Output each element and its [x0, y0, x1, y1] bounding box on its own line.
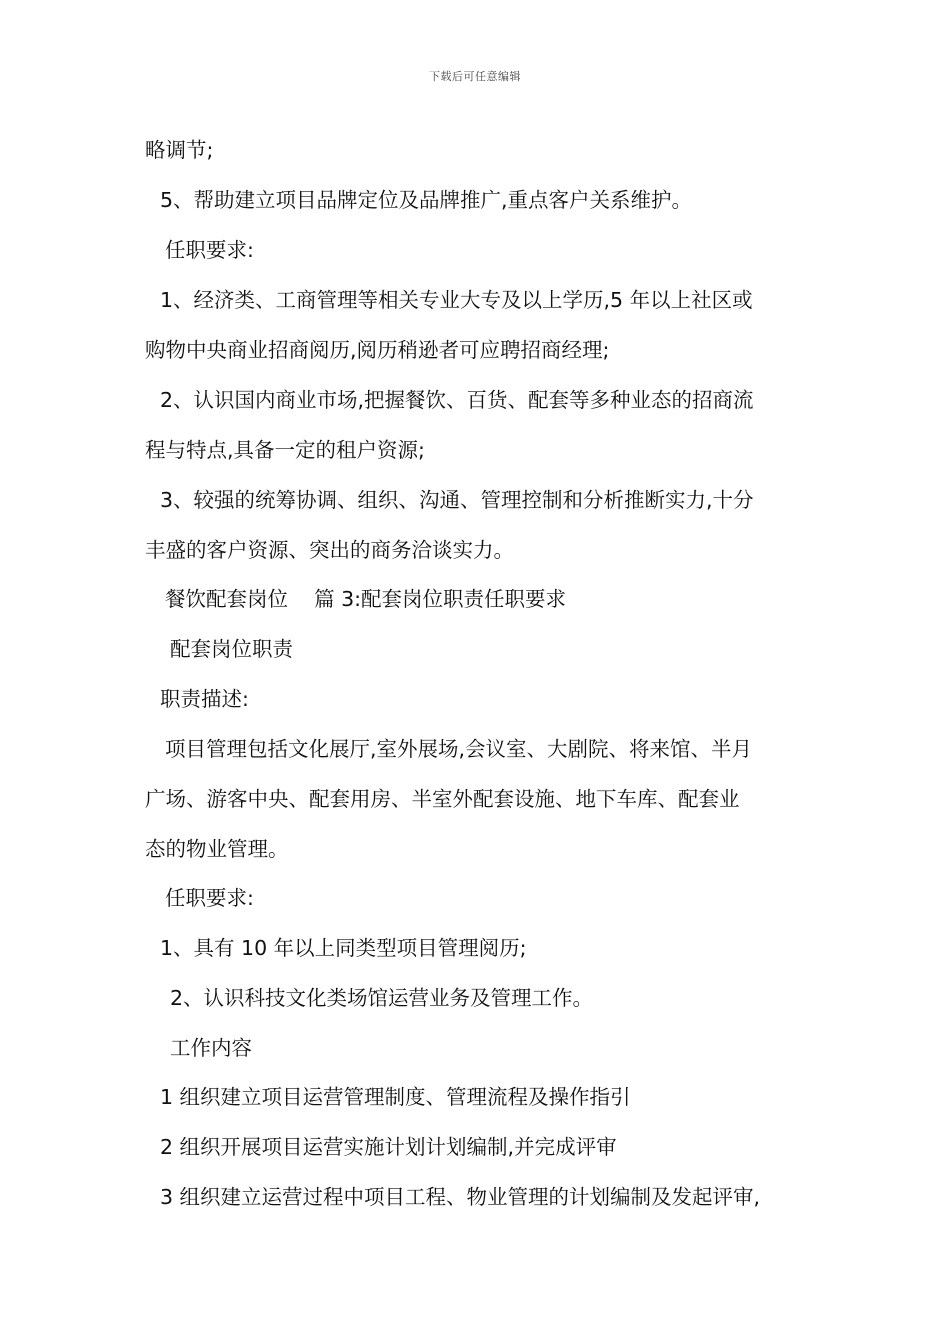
- text-line: 购物中央商业招商阅历,阅历稍逊者可应聘招商经理;: [145, 338, 610, 362]
- text-line: 1、经济类、工商管理等相关专业大专及以上学历,5 年以上社区或: [160, 288, 753, 312]
- text-line: 丰盛的客户资源、突出的商务洽谈实力。: [145, 538, 514, 562]
- text-line: 5、帮助建立项目品牌定位及品牌推广,重点客户关系维护。: [160, 188, 693, 212]
- section-subheading: 工作内容: [170, 1036, 252, 1060]
- text-line: 任职要求:: [165, 886, 254, 910]
- text-line: 2、认识科技文化类场馆运营业务及管理工作。: [170, 986, 594, 1010]
- text-line: 3 组织建立运营过程中项目工程、物业管理的计划编制及发起评审,: [160, 1185, 761, 1209]
- text-line: 任职要求:: [165, 238, 254, 262]
- section-heading: 餐饮配套岗位 篇 3:配套岗位职责任职要求: [165, 587, 567, 611]
- text-line: 2 组织开展项目运营实施计划计划编制,并完成评审: [160, 1135, 617, 1159]
- text-line: 1、具有 10 年以上同类型项目管理阅历;: [160, 936, 527, 960]
- text-line: 3、较强的统筹协调、组织、沟通、管理控制和分析推断实力,十分: [160, 488, 754, 512]
- text-line: 2、认识国内商业市场,把握餐饮、百货、配套等多种业态的招商流: [160, 388, 754, 412]
- text-line: 项目管理包括文化展厅,室外展场,会议室、大剧院、将来馆、半月: [165, 737, 753, 761]
- text-line: 程与特点,具备一定的租户资源;: [145, 438, 425, 462]
- text-line: 态的物业管理。: [145, 837, 289, 861]
- text-line: 广场、游客中央、配套用房、半室外配套设施、地下车库、配套业: [145, 787, 740, 811]
- text-line: 职责描述:: [160, 687, 249, 711]
- page-header: 下载后可任意编辑: [429, 70, 521, 83]
- text-line: 略调节;: [145, 138, 214, 162]
- section-subheading: 配套岗位职责: [170, 637, 293, 661]
- text-line: 1 组织建立项目运营管理制度、管理流程及操作指引: [160, 1085, 631, 1109]
